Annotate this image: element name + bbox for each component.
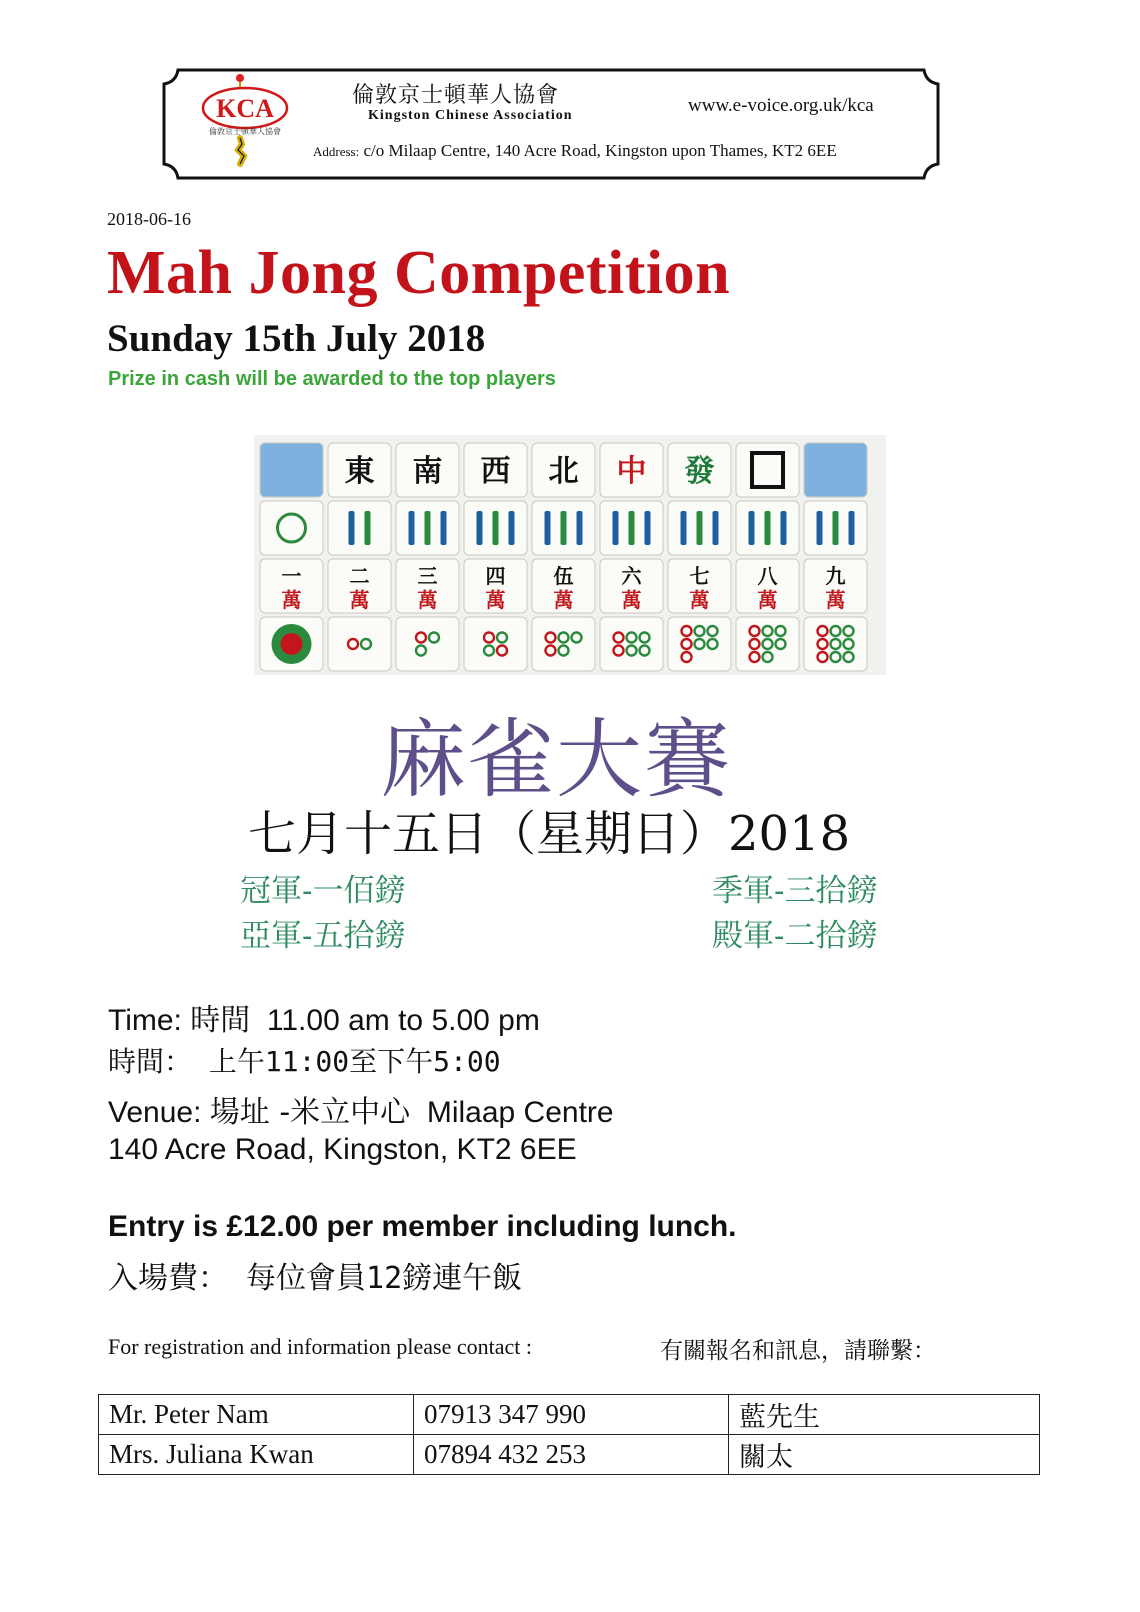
bamboo-stick <box>409 511 415 545</box>
tile-number: 一 <box>281 564 302 588</box>
bamboo-stick <box>849 511 855 545</box>
registration-cn: 有關報名和訊息，請聯繫： <box>660 1338 936 1364</box>
prize-fourth: 殿軍-二拾鎊 <box>712 918 878 954</box>
venue-name: Milaap Centre <box>426 1096 614 1129</box>
time-cn-label: 時間 <box>190 1003 251 1038</box>
contact-cn-name: 藍先生 <box>729 1395 1040 1435</box>
tile-suit: 萬 <box>621 588 642 612</box>
entry-fee-en: Entry is £12.00 per member including lunch. <box>108 1210 737 1243</box>
bamboo-stick <box>833 511 839 545</box>
venue-cn: 場址 -米立中心 <box>209 1095 411 1130</box>
bamboo-stick <box>441 511 447 545</box>
registration-en: For registration and information please contact : <box>108 1334 532 1359</box>
tile-suit: 萬 <box>417 588 438 612</box>
tile-number: 二 <box>349 564 370 588</box>
mahjong-tile <box>260 501 323 555</box>
tile-character: 南 <box>412 454 443 489</box>
venue-label: Venue: <box>108 1096 202 1129</box>
time-cn-line: 時間： 上午11:00至下午5:00 <box>108 1045 501 1078</box>
contact-phone[interactable]: 07913 347 990 <box>414 1395 729 1435</box>
bamboo-stick <box>509 511 515 545</box>
bamboo-stick <box>645 511 651 545</box>
bamboo-stick <box>713 511 719 545</box>
contact-name: Mrs. Juliana Kwan <box>99 1435 414 1475</box>
bamboo-stick <box>349 511 355 545</box>
bamboo-stick <box>817 511 823 545</box>
mahjong-tile <box>804 443 867 497</box>
event-title: Mah Jong Competition <box>107 239 731 307</box>
website-url[interactable]: www.e-voice.org.uk/kca <box>688 95 874 116</box>
tile-suit: 萬 <box>757 588 778 612</box>
bamboo-stick <box>477 511 483 545</box>
time-value: 11.00 am to 5.00 pm <box>266 1004 540 1037</box>
mahjong-tile <box>328 501 391 555</box>
tile-character: 北 <box>548 454 579 489</box>
contacts-table <box>98 1394 1040 1475</box>
bamboo-stick <box>365 511 371 545</box>
tile-number: 七 <box>689 564 710 588</box>
circle-dot <box>281 633 303 655</box>
bamboo-stick <box>561 511 567 545</box>
table-row <box>99 1435 1040 1475</box>
tile-suit: 萬 <box>281 588 302 612</box>
bamboo-stick <box>749 511 755 545</box>
tile-character: 東 <box>344 454 375 489</box>
contact-phone[interactable]: 07894 432 253 <box>414 1435 729 1475</box>
prize-third: 季軍-三拾鎊 <box>712 873 878 909</box>
tile-suit: 萬 <box>349 588 370 612</box>
svg-text:KCA: KCA <box>216 94 274 123</box>
org-name-cn: 倫敦京士頓華人協會 <box>352 83 560 108</box>
time-label: Time: <box>108 1004 182 1037</box>
bamboo-stick <box>577 511 583 545</box>
contact-name: Mr. Peter Nam <box>99 1395 414 1435</box>
tile-number: 伍 <box>553 564 574 588</box>
bamboo-stick <box>681 511 687 545</box>
tile-character: 發 <box>684 454 715 489</box>
venue-line <box>108 1087 614 1131</box>
tile-number: 六 <box>621 564 642 588</box>
bamboo-stick <box>425 511 431 545</box>
svg-text:倫敦京士頓華人協會: 倫敦京士頓華人協會 <box>209 127 281 136</box>
tile-suit: 萬 <box>689 588 710 612</box>
entry-fee-cn: 入場費： 每位會員12鎊連午飯 <box>108 1261 523 1296</box>
bamboo-stick <box>613 511 619 545</box>
cn-event-title: 麻雀大賽 <box>380 710 732 810</box>
tile-number: 八 <box>757 564 778 588</box>
prize-first: 冠軍-一佰鎊 <box>240 873 406 909</box>
bamboo-stick <box>493 511 499 545</box>
bamboo-stick <box>629 511 635 545</box>
bamboo-stick <box>781 511 787 545</box>
document-date: 2018-06-16 <box>107 209 191 229</box>
tile-suit: 萬 <box>553 588 574 612</box>
venue-address: 140 Acre Road, Kingston, KT2 6EE <box>108 1133 577 1166</box>
bamboo-stick <box>545 511 551 545</box>
mahjong-tile <box>600 617 663 671</box>
mahjong-tile <box>328 617 391 671</box>
tile-character: 中 <box>616 454 647 489</box>
mahjong-tile <box>260 443 323 497</box>
mahjong-tile <box>396 617 459 671</box>
tile-number: 三 <box>417 564 438 588</box>
org-name-en: Kingston Chinese Association <box>368 108 573 123</box>
tile-suit: 萬 <box>485 588 506 612</box>
kca-logo <box>200 72 300 172</box>
mahjong-tiles-image <box>254 435 886 675</box>
address-label: Address: <box>313 144 360 159</box>
contact-cn-name: 關太 <box>729 1435 1040 1475</box>
tile-suit: 萬 <box>825 588 846 612</box>
prize-note: Prize in cash will be awarded to the top players <box>108 368 556 390</box>
table-row <box>99 1395 1040 1435</box>
event-date: Sunday 15th July 2018 <box>107 317 486 360</box>
tile-number: 九 <box>825 564 846 588</box>
mahjong-tile <box>532 617 595 671</box>
time-line <box>108 995 540 1039</box>
prize-second: 亞軍-五拾鎊 <box>240 918 406 954</box>
tile-number: 四 <box>485 564 506 588</box>
tile-character: 西 <box>480 454 511 489</box>
bamboo-stick <box>697 511 703 545</box>
bamboo-stick <box>765 511 771 545</box>
cn-event-date: 七月十五日（星期日）2018 <box>248 806 851 862</box>
mahjong-tile <box>464 617 527 671</box>
address-text: c/o Milaap Centre, 140 Acre Road, Kingston upon Thames, KT2 6EE <box>363 141 837 160</box>
org-address <box>313 141 837 161</box>
